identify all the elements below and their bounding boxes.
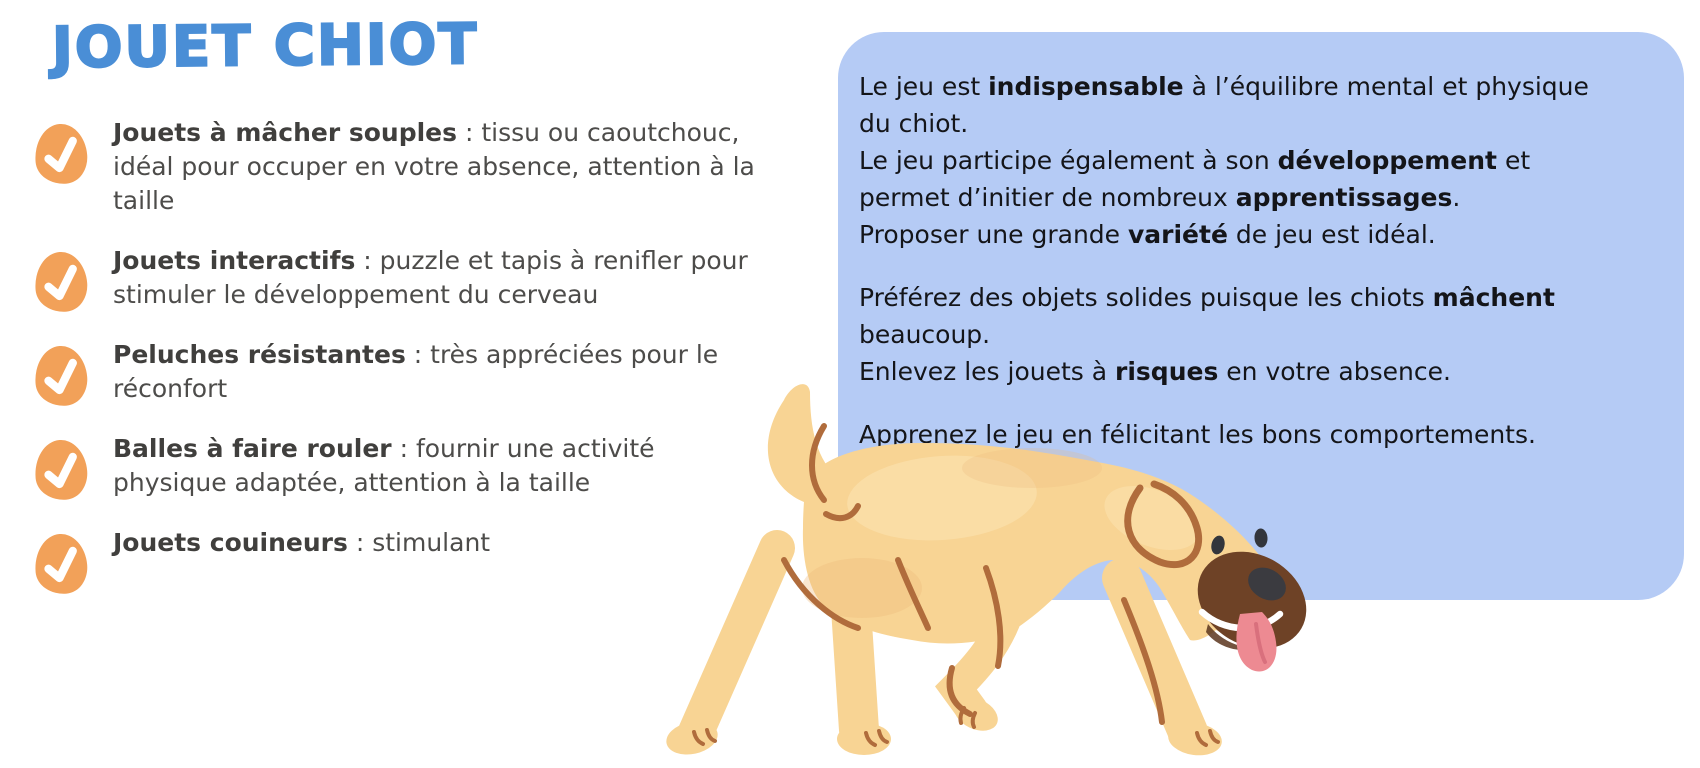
- checklist-item-text: [113, 244, 748, 312]
- text-line: Préférez des objets solides puisque les chiots mâchent: [859, 283, 1555, 312]
- text-line: Balles à faire rouler : fournir une activité: [113, 434, 655, 463]
- text-line: Jouets couineurs : stimulant: [113, 528, 491, 557]
- checklist-item: [35, 432, 780, 500]
- text-line: permet d’initier de nombreux apprentissages.: [859, 183, 1461, 212]
- checklist-item: [35, 526, 780, 594]
- checklist-item-text: [113, 526, 490, 560]
- checklist-item-text: [113, 432, 655, 500]
- text-line: Jouets interactifs : puzzle et tapis à renifler pour: [113, 246, 748, 275]
- text-line: Proposer une grande variété de jeu est idéal.: [859, 220, 1436, 249]
- text-line: idéal pour occuper en votre absence, attention à la: [113, 152, 755, 181]
- text-line: Enlevez les jouets à risques en votre absence.: [859, 357, 1451, 386]
- check-icon: [32, 250, 89, 314]
- text-line: Le jeu participe également à son développement et: [859, 146, 1531, 175]
- check-icon: [32, 532, 89, 596]
- text-line: taille: [113, 186, 175, 215]
- text-line: beaucoup.: [859, 320, 991, 349]
- check-icon: [32, 344, 89, 408]
- text-line: du chiot.: [859, 109, 969, 138]
- checklist-item: [35, 244, 780, 312]
- checklist-item-text: [113, 338, 718, 406]
- checklist-item: [35, 338, 780, 406]
- text-line: Le jeu est indispensable à l’équilibre mental et physique: [859, 72, 1589, 101]
- dog-eye: [1254, 528, 1268, 548]
- text-line: Peluches résistantes : très appréciées pour le: [113, 340, 719, 369]
- page-title: JOUET CHIOT: [51, 12, 479, 81]
- text-line: stimuler le développement du cerveau: [113, 280, 599, 309]
- checklist-item: [35, 116, 780, 218]
- check-icon: [32, 122, 89, 186]
- check-icon: [32, 438, 89, 502]
- checklist-item-text: [113, 116, 755, 218]
- text-line: physique adaptée, attention à la taille: [113, 468, 591, 497]
- text-line: Apprenez le jeu en félicitant les bons comportements.: [859, 420, 1536, 449]
- spacer: [859, 253, 1658, 279]
- text-line: réconfort: [113, 374, 228, 403]
- checklist: [35, 116, 780, 620]
- text-line: Jouets à mâcher souples : tissu ou caoutchouc,: [113, 118, 740, 147]
